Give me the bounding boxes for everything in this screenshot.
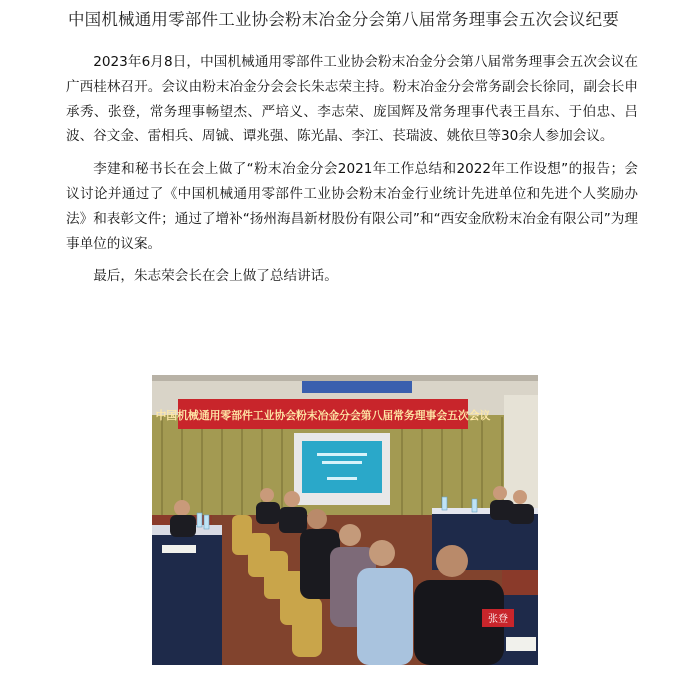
meeting-banner	[156, 399, 491, 429]
name-card	[482, 609, 514, 627]
paragraph-2: 李建和秘书长在会上做了“粉末冶金分会2021年工作总结和2022年工作设想”的报告；会议讨论并通过了《中国机械通用零部件工业协会粉末冶金行业统计先进单位和先进个人奖励办法》和表彰文件；通过了增补“扬州海昌新材股份有限公司”和“西安金欣粉末冶金有限公司”为理事单位的议案。	[66, 161, 638, 252]
banner-text: 中国机械通用零部件工业协会粉末冶金分会第八届常务理事会五次会议	[155, 409, 491, 422]
paragraph-3: 最后，朱志荣会长在会上做了总结讲话。	[93, 268, 338, 285]
name-card-text: 张登	[488, 614, 508, 625]
article-body	[66, 50, 638, 297]
projection-screen	[294, 433, 390, 505]
meeting-photo	[152, 375, 538, 665]
paragraph-1: 2023年6月8日，中国机械通用零部件工业协会粉末冶金分会第八届常务理事会五次会议在广西桂林召开。会议由粉末冶金分会会长朱志荣主持。粉末冶金分会常务副会长徐同，副会长申承秀、张登，常务理事畅望杰、严培义、李志荣、庞国辉及常务理事代表王昌东、于伯忠、吕波、谷文金、雷相兵、周铖、谭兆强、陈光晶、李江、苌瑞波、姚依旦等30余人参加会议。	[66, 54, 638, 145]
article-title: 中国机械通用零部件工业协会粉末冶金分会第八届常务理事会五次会议纪要	[67, 10, 620, 29]
